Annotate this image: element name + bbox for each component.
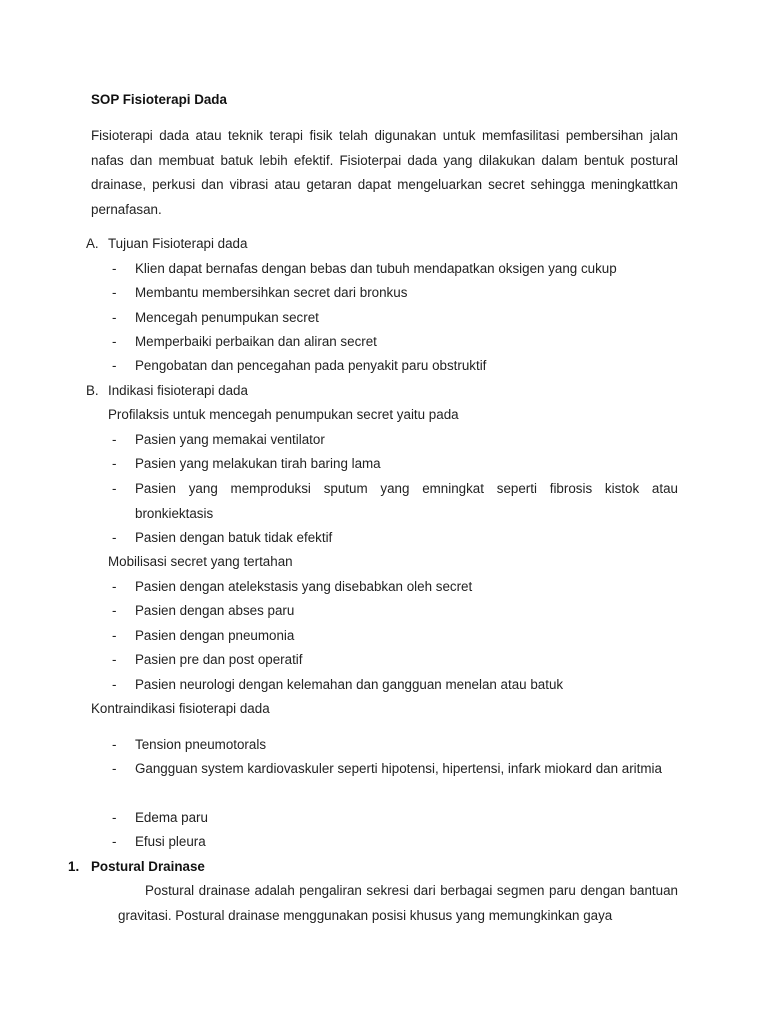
bullet-dash: - <box>112 432 117 447</box>
section-a-heading: Tujuan Fisioterapi dada <box>108 236 248 251</box>
bullet-dash: - <box>112 677 117 692</box>
postural-marker: 1. <box>68 859 80 874</box>
document-title: SOP Fisioterapi Dada <box>91 92 227 107</box>
bullet-dash: - <box>112 530 117 545</box>
bullet-dash: - <box>112 456 117 471</box>
section-b-subheading: Profilaksis untuk mencegah penumpukan secret yaitu pada <box>108 407 459 422</box>
list-item: Pasien yang melakukan tirah baring lama <box>135 456 381 471</box>
postural-paragraph: Postural drainase adalah pengaliran sekresi dari berbagai segmen paru dengan bantuan gravitasi. Postural drainase menggunakan posisi khusus yang memungkinkan gaya <box>118 883 678 923</box>
bullet-dash: - <box>112 358 117 373</box>
list-item: Pasien dengan pneumonia <box>135 628 295 643</box>
list-item: Pasien dengan batuk tidak efektif <box>135 530 333 545</box>
list-item: Efusi pleura <box>135 834 206 849</box>
list-item: Pasien dengan abses paru <box>135 603 295 618</box>
bullet-dash: - <box>112 481 117 496</box>
list-item: Gangguan system kardiovaskuler seperti hipotensi, hipertensi, infark miokard dan aritmia <box>135 761 662 776</box>
bullet-dash: - <box>112 737 117 752</box>
list-item: Pasien neurologi dengan kelemahan dan gangguan menelan atau batuk <box>135 677 564 692</box>
bullet-dash: - <box>112 810 117 825</box>
list-item: Pasien dengan atelekstasis yang disebabkan oleh secret <box>135 579 473 594</box>
list-item: Pasien yang memproduksi sputum yang emningkat seperti fibrosis kistok atau bronkiektasis <box>135 481 678 521</box>
list-item: Membantu membersihkan secret dari bronkus <box>135 285 408 300</box>
list-item: Klien dapat bernafas dengan bebas dan tubuh mendapatkan oksigen yang cukup <box>135 261 617 276</box>
section-a-marker: A. <box>86 236 99 251</box>
list-item: Pengobatan dan pencegahan pada penyakit paru obstruktif <box>135 358 487 373</box>
postural-heading: Postural Drainase <box>91 859 205 874</box>
bullet-dash: - <box>112 310 117 325</box>
list-item: Pasien yang memakai ventilator <box>135 432 325 447</box>
bullet-dash: - <box>112 603 117 618</box>
intro-paragraph: Fisioterapi dada atau teknik terapi fisik telah digunakan untuk memfasilitasi pembersihan jalan nafas dan membuat batuk lebih efektif. Fisioterpai dada yang dilakukan dalam bentuk postural drainase, perkusi dan vibrasi atau getaran dapat mengeluarkan secret sehingga meningkattkan pernafasan. <box>91 128 678 217</box>
list-item: Pasien pre dan post operatif <box>135 652 303 667</box>
contraindication-heading: Kontraindikasi fisioterapi dada <box>91 701 270 716</box>
section-b-subheading: Mobilisasi secret yang tertahan <box>108 554 293 569</box>
list-item: Tension pneumotorals <box>135 737 267 752</box>
bullet-dash: - <box>112 334 117 349</box>
bullet-dash: - <box>112 761 117 776</box>
section-b-heading: Indikasi fisioterapi dada <box>108 383 248 398</box>
list-item: Memperbaiki perbaikan dan aliran secret <box>135 334 377 349</box>
bullet-dash: - <box>112 628 117 643</box>
bullet-dash: - <box>112 652 117 667</box>
list-item: Edema paru <box>135 810 208 825</box>
bullet-dash: - <box>112 834 117 849</box>
section-b-marker: B. <box>86 383 99 398</box>
bullet-dash: - <box>112 261 117 276</box>
bullet-dash: - <box>112 285 117 300</box>
bullet-dash: - <box>112 579 117 594</box>
list-item: Mencegah penumpukan secret <box>135 310 319 325</box>
